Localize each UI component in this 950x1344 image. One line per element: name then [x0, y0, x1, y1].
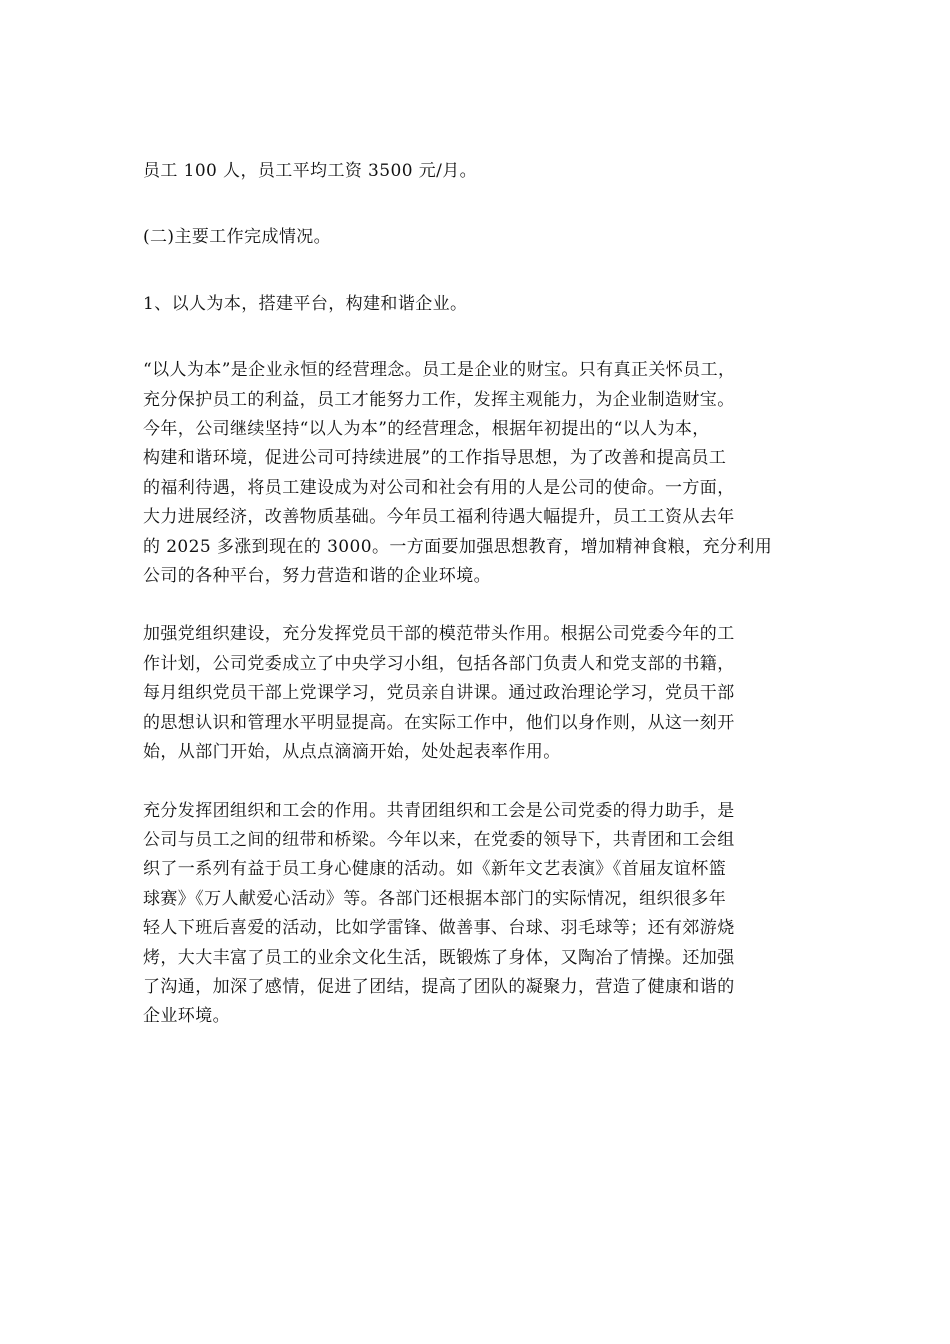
paragraph-line: “以人为本”是企业永恒的经营理念。员工是企业的财宝。只有真正关怀员工， [143, 360, 736, 381]
paragraph-line: 充分发挥团组织和工会的作用。共青团组织和工会是公司党委的得力助手，是 [143, 800, 735, 821]
paragraph-people-oriented [143, 356, 809, 591]
paragraph-line: 轻人下班后喜爱的活动，比如学雷锋、做善事、台球、羽毛球等；还有郊游烧 [143, 918, 735, 939]
paragraph-league-union [143, 797, 809, 1032]
document-body [143, 157, 809, 1061]
paragraph-line: 大力进展经济，改善物质基础。今年员工福利待遇大幅提升，员工工资从去年 [143, 507, 735, 528]
paragraph-line: 今年，公司继续坚持“以人为本”的经营理念，根据年初提出的“以人为本， [143, 419, 710, 440]
paragraph-party-building [143, 620, 809, 767]
paragraph-line: 作计划，公司党委成立了中央学习小组，包括各部门负责人和党支部的书籍， [143, 653, 735, 674]
paragraph-line: 了沟通，加深了感情，促进了团结，提高了团队的凝聚力，营造了健康和谐的 [143, 976, 735, 997]
paragraph-line: 织了一系列有益于员工身心健康的活动。如《新年文艺表演》《首届友谊杯篮 [143, 859, 727, 880]
paragraph-line: 构建和谐环境，促进公司可持续进展”的工作指导思想，为了改善和提高员工 [143, 448, 727, 469]
paragraph-line: 的福利待遇，将员工建设成为对公司和社会有用的人是公司的使命。一方面， [143, 477, 735, 498]
paragraph-line: 始，从部门开始，从点点滴滴开始，处处起表率作用。 [143, 742, 561, 763]
paragraph-line: 加强党组织建设，充分发挥党员干部的模范带头作用。根据公司党委今年的工 [143, 624, 735, 645]
paragraph-line: 企业环境。 [143, 1006, 230, 1027]
paragraph-line: 的思想认识和管理水平明显提高。在实际工作中，他们以身作则，从这一刻开 [143, 712, 735, 733]
paragraph-line: 每月组织党员干部上党课学习，党员亲自讲课。通过政治理论学习，党员干部 [143, 683, 735, 704]
paragraph-line: 充分保护员工的利益，员工才能努力工作，发挥主观能力，为企业制造财宝。 [143, 389, 735, 410]
paragraph-line: 公司的各种平台，努力营造和谐的企业环境。 [143, 566, 491, 587]
item-heading: 1、以人为本，搭建平台，构建和谐企业。 [143, 293, 468, 314]
intro-line: 员工 100 人，员工平均工资 3500 元/月。 [143, 161, 478, 181]
section-heading: (二)主要工作完成情况。 [143, 227, 332, 248]
paragraph-line: 烤，大大丰富了员工的业余文化生活，既锻炼了身体，又陶冶了情操。还加强 [143, 947, 735, 968]
paragraph-line: 的 2025 多涨到现在的 3000。一方面要加强思想教育，增加精神食粮，充分利用 [143, 536, 773, 557]
paragraph-line: 公司与员工之间的纽带和桥梁。今年以来，在党委的领导下，共青团和工会组 [143, 829, 735, 850]
paragraph-line: 球赛》《万人献爱心活动》等。各部门还根据本部门的实际情况，组织很多年 [143, 888, 727, 909]
